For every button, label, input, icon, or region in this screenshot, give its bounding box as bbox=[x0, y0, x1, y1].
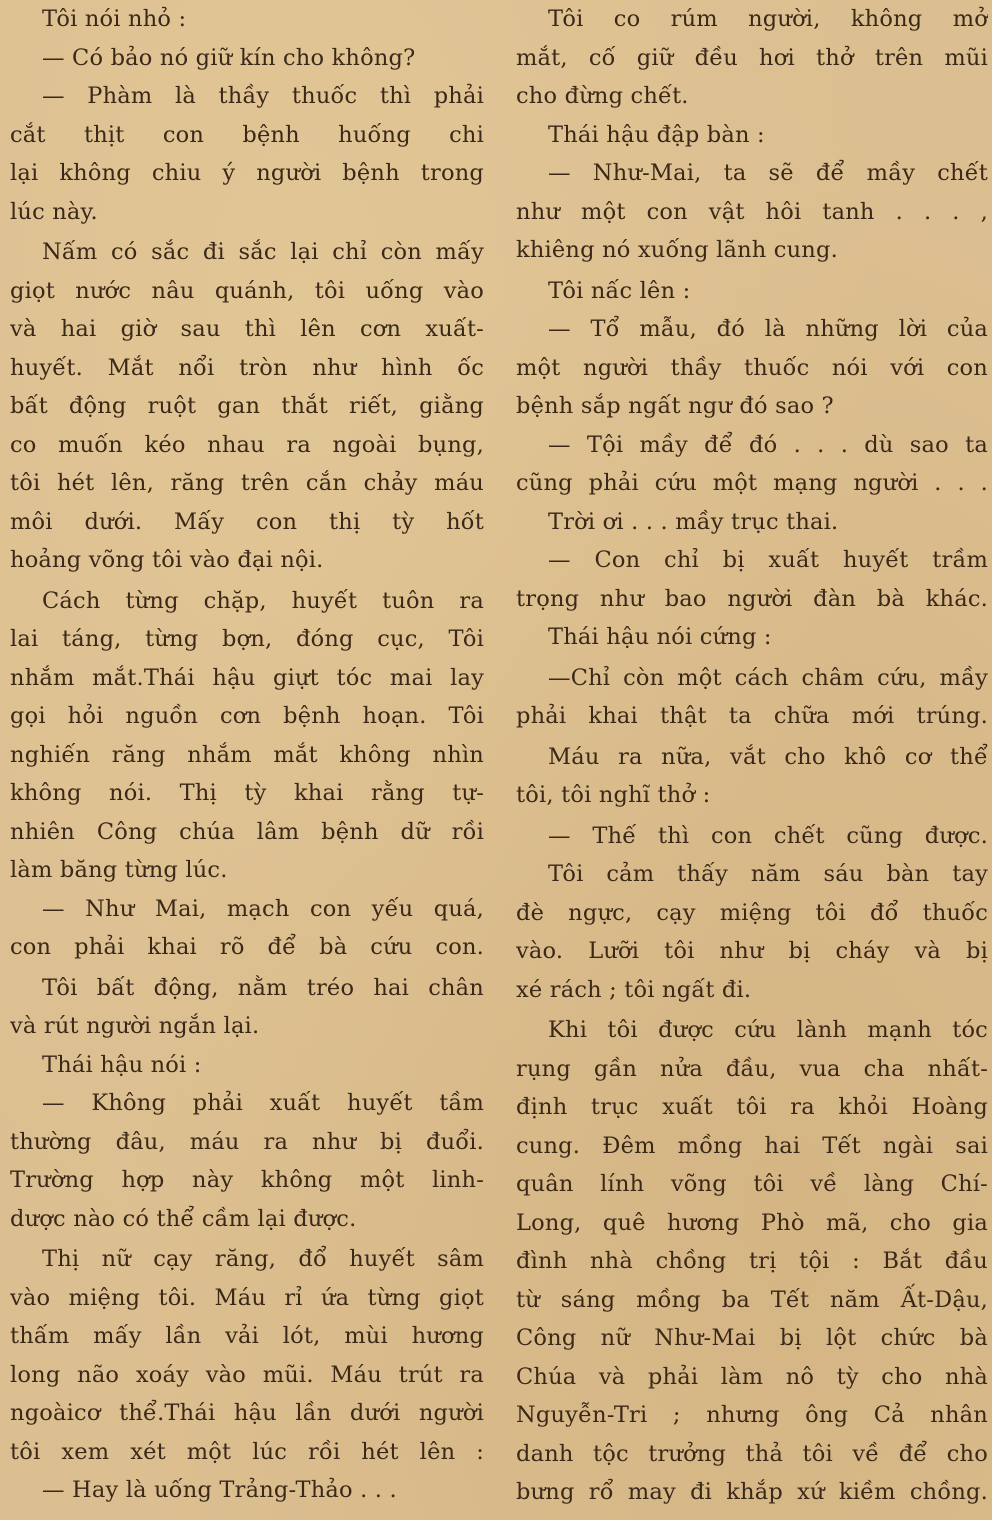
text-line: Tôi nấc lên : bbox=[548, 277, 691, 304]
text-line: bưng rổ may đi khắp xứ kiềm chồng. bbox=[516, 1479, 988, 1505]
text-line: Chúa và phải làm nô tỳ cho nhà bbox=[516, 1363, 988, 1390]
text-line: Trời ơi . . . mầy trục thai. bbox=[548, 508, 839, 535]
text-line: như một con vật hôi tanh . . . , bbox=[516, 198, 988, 225]
text-line: — Tổ mẫu, đó là những lời của bbox=[548, 316, 988, 342]
text-line: Tôi cảm thấy năm sáu bàn tay bbox=[548, 861, 988, 887]
text-line: —Chỉ còn một cách châm cứu, mầy bbox=[548, 664, 988, 691]
text-line: rụng gần nửa đầu, vua cha nhất- bbox=[516, 1055, 988, 1082]
text-line: vào. Lưỡi tôi như bị cháy và bị bbox=[516, 938, 988, 964]
text-line: xé rách ; tôi ngất đi. bbox=[516, 976, 752, 1003]
text-line: Tôi bất động, nằm tréo hai chân bbox=[42, 974, 484, 1001]
text-line: lai táng, từng bợn, đóng cục, Tôi bbox=[10, 626, 484, 652]
text-line: Tôi co rúm người, không mở bbox=[548, 6, 988, 32]
text-line: Máu ra nữa, vắt cho khô cơ thể bbox=[548, 743, 988, 770]
text-line: làm băng từng lúc. bbox=[10, 857, 228, 883]
text-line: nhắm mắt.Thái hậu giựt tóc mai lay bbox=[10, 664, 484, 691]
text-line: dược nào có thể cầm lại được. bbox=[10, 1205, 357, 1232]
text-line: Thái hậu nói : bbox=[42, 1051, 202, 1078]
text-line: và rút người ngắn lại. bbox=[10, 1013, 260, 1039]
text-line: bất động ruột gan thắt riết, giằng bbox=[10, 393, 484, 419]
text-line: định trục xuất tôi ra khỏi Hoàng bbox=[516, 1094, 988, 1120]
text-line: và hai giờ sau thì lên cơn xuất- bbox=[10, 316, 484, 342]
text-line: trọng như bao người đàn bà khác. bbox=[516, 585, 988, 612]
text-line: Nấm có sắc đi sắc lại chỉ còn mấy bbox=[42, 239, 484, 265]
text-line: tôi, tôi nghĩ thở : bbox=[516, 782, 711, 808]
text-line: Trường hợp này không một linh- bbox=[10, 1167, 484, 1193]
text-line: mắt, cố giữ đều hơi thở trên mũi bbox=[516, 44, 988, 71]
text-line: khiêng nó xuống lãnh cung. bbox=[516, 237, 838, 263]
text-line: tôi xem xét một lúc rồi hét lên : bbox=[10, 1438, 484, 1465]
text-line: Cách từng chặp, huyết tuôn ra bbox=[42, 587, 484, 614]
text-line: môi dưới. Mấy con thị tỳ hốt bbox=[10, 508, 484, 535]
text-line: — Không phải xuất huyết tầm bbox=[42, 1090, 484, 1116]
text-line: co muốn kéo nhau ra ngoài bụng, bbox=[10, 431, 484, 458]
text-line: Tôi nói nhỏ : bbox=[42, 6, 187, 32]
text-line: ngoàicơ thể.Thái hậu lần dưới người bbox=[10, 1400, 484, 1426]
text-line: danh tộc trưởng thả tôi về để cho bbox=[516, 1440, 988, 1467]
text-line: thấm mấy lần vải lót, mùi hương bbox=[10, 1323, 484, 1349]
text-line: hoảng võng tôi vào đại nội. bbox=[10, 547, 324, 573]
text-line: Long, quê hương Phò mã, cho gia bbox=[516, 1209, 988, 1236]
text-line: không nói. Thị tỳ khai rằng tự- bbox=[10, 780, 484, 806]
text-line: Công nữ Như-Mai bị lột chức bà bbox=[516, 1325, 988, 1351]
text-line: bệnh sắp ngất ngư đó sao ? bbox=[516, 393, 834, 419]
text-line: nghiến răng nhắm mắt không nhìn bbox=[10, 741, 484, 768]
text-line: Thái hậu đập bàn : bbox=[548, 121, 765, 148]
text-line: đình nhà chồng trị tội : Bắt đầu bbox=[516, 1248, 988, 1274]
text-line: đè ngực, cạy miệng tôi đổ thuốc bbox=[516, 899, 988, 926]
text-line: vào miệng tôi. Máu rỉ ứa từng giọt bbox=[10, 1284, 484, 1311]
text-line: giọt nước nâu quánh, tôi uống vào bbox=[10, 277, 484, 304]
text-line: gọi hỏi nguồn cơn bệnh hoạn. Tôi bbox=[10, 703, 484, 729]
text-line: con phải khai rõ để bà cứu con. bbox=[10, 934, 484, 960]
text-line: nhiên Công chúa lâm bệnh dữ rồi bbox=[10, 818, 484, 845]
text-line: Thái hậu nói cứng : bbox=[548, 624, 772, 650]
text-line: — Như Mai, mạch con yếu quá, bbox=[42, 895, 484, 922]
text-line: — Thế thì con chết cũng được. bbox=[548, 822, 988, 849]
text-line: từ sáng mồng ba Tết năm Ất-Dậu, bbox=[516, 1286, 988, 1313]
text-line: phải khai thật ta chữa mới trúng. bbox=[516, 703, 988, 729]
text-line: cũng phải cứu một mạng người . . . bbox=[516, 470, 988, 496]
text-line: quân lính võng tôi về làng Chí- bbox=[516, 1171, 988, 1197]
text-line: — Có bảo nó giữ kín cho không? bbox=[42, 44, 416, 71]
text-line: thường đâu, máu ra như bị đuổi. bbox=[10, 1128, 484, 1155]
text-line: — Phàm là thầy thuốc thì phải bbox=[42, 83, 484, 109]
text-line: lúc này. bbox=[10, 198, 98, 225]
text-line: lại không chiu ý người bệnh trong bbox=[10, 160, 484, 186]
text-line: cắt thịt con bệnh huống chi bbox=[10, 121, 484, 148]
text-line: Thị nữ cạy răng, đổ huyết sâm bbox=[42, 1246, 484, 1272]
text-line: — Hay là uống Trảng-Thảo . . . bbox=[42, 1477, 397, 1503]
text-line: — Như-Mai, ta sẽ để mầy chết bbox=[548, 160, 988, 186]
text-line: huyết. Mắt nổi tròn như hình ốc bbox=[10, 354, 484, 381]
text-line: Nguyễn-Tri ; nhưng ông Cả nhân bbox=[516, 1402, 988, 1428]
text-line: cho đừng chết. bbox=[516, 83, 689, 109]
text-line: — Con chỉ bị xuất huyết trầm bbox=[548, 547, 988, 573]
text-line: tôi hét lên, răng trên cắn chảy máu bbox=[10, 470, 484, 496]
text-line: cung. Đêm mồng hai Tết ngài sai bbox=[516, 1132, 988, 1159]
right-text-column bbox=[516, 0, 988, 1520]
text-line: Khi tôi được cứu lành mạnh tóc bbox=[548, 1017, 988, 1043]
text-line: một người thầy thuốc nói với con bbox=[516, 354, 988, 381]
text-line: long não xoáy vào mũi. Máu trút ra bbox=[10, 1361, 484, 1388]
text-line: — Tội mầy để đó . . . dù sao ta bbox=[548, 431, 988, 458]
left-text-column bbox=[10, 0, 484, 1520]
